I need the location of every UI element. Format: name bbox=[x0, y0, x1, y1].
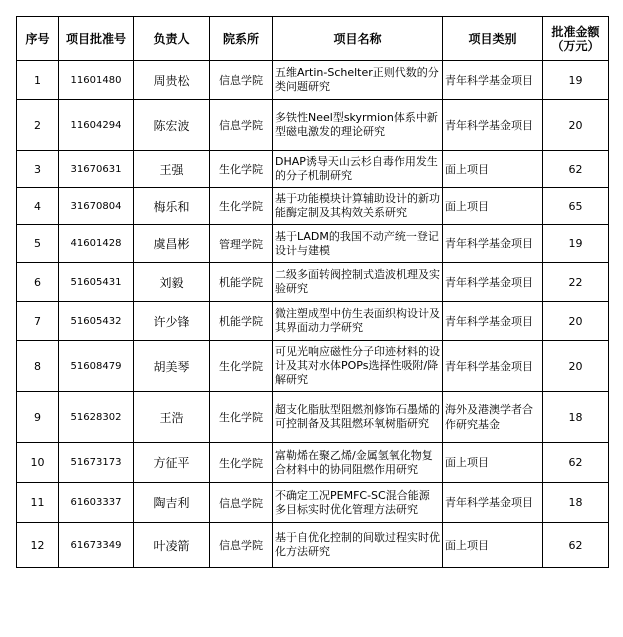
cell-title: 富勒烯在聚乙烯/金属氢氧化物复合材料中的协同阻燃作用研究 bbox=[273, 443, 443, 483]
cell-title: 基于LADM的我国不动产统一登记设计与建模 bbox=[273, 225, 443, 263]
cell-leader: 胡美琴 bbox=[134, 341, 210, 392]
cell-category: 面上项目 bbox=[443, 151, 543, 188]
cell-category: 青年科学基金项目 bbox=[443, 61, 543, 100]
cell-seq: 3 bbox=[17, 151, 59, 188]
cell-title: 超支化脂肽型阻燃剂修饰石墨烯的可控制备及其阻燃环氧树脂研究 bbox=[273, 392, 443, 443]
cell-dept: 信息学院 bbox=[210, 100, 273, 151]
cell-amount: 62 bbox=[543, 443, 609, 483]
cell-approval-no: 31670631 bbox=[59, 151, 134, 188]
table-row bbox=[17, 302, 609, 341]
cell-title: 二级多面转阀控制式造波机理及实验研究 bbox=[273, 263, 443, 302]
cell-amount: 22 bbox=[543, 263, 609, 302]
header-seq: 序号 bbox=[17, 17, 59, 61]
cell-title: 基于自优化控制的间歇过程实时优化方法研究 bbox=[273, 523, 443, 568]
cell-leader: 王强 bbox=[134, 151, 210, 188]
table-row bbox=[17, 100, 609, 151]
cell-approval-no: 51673173 bbox=[59, 443, 134, 483]
cell-amount: 18 bbox=[543, 483, 609, 523]
cell-dept: 生化学院 bbox=[210, 188, 273, 225]
header-category: 项目类别 bbox=[443, 17, 543, 61]
cell-approval-no: 61603337 bbox=[59, 483, 134, 523]
cell-leader: 王浩 bbox=[134, 392, 210, 443]
cell-title: 基于功能模块计算辅助设计的新功能酶定制及其构效关系研究 bbox=[273, 188, 443, 225]
cell-leader: 周贵松 bbox=[134, 61, 210, 100]
table-row bbox=[17, 188, 609, 225]
cell-category: 青年科学基金项目 bbox=[443, 341, 543, 392]
cell-leader: 叶凌箭 bbox=[134, 523, 210, 568]
cell-dept: 生化学院 bbox=[210, 341, 273, 392]
cell-dept: 机能学院 bbox=[210, 263, 273, 302]
cell-amount: 20 bbox=[543, 302, 609, 341]
table-row bbox=[17, 341, 609, 392]
cell-seq: 12 bbox=[17, 523, 59, 568]
cell-dept: 信息学院 bbox=[210, 523, 273, 568]
cell-seq: 8 bbox=[17, 341, 59, 392]
cell-approval-no: 31670804 bbox=[59, 188, 134, 225]
cell-approval-no: 51608479 bbox=[59, 341, 134, 392]
cell-approval-no: 11604294 bbox=[59, 100, 134, 151]
cell-amount: 20 bbox=[543, 341, 609, 392]
header-amount-line1: 批准金额 bbox=[551, 24, 600, 39]
cell-amount: 62 bbox=[543, 523, 609, 568]
cell-seq: 1 bbox=[17, 61, 59, 100]
cell-approval-no: 51605432 bbox=[59, 302, 134, 341]
table-row bbox=[17, 225, 609, 263]
cell-title: 微注塑成型中仿生表面织构设计及其界面动力学研究 bbox=[273, 302, 443, 341]
header-dept: 院系所 bbox=[210, 17, 273, 61]
cell-leader: 梅乐和 bbox=[134, 188, 210, 225]
cell-leader: 陶吉利 bbox=[134, 483, 210, 523]
table-row bbox=[17, 523, 609, 568]
cell-title: 不确定工况PEMFC-SC混合能源多目标实时优化管理方法研究 bbox=[273, 483, 443, 523]
table-row bbox=[17, 151, 609, 188]
cell-seq: 6 bbox=[17, 263, 59, 302]
header-leader: 负责人 bbox=[134, 17, 210, 61]
cell-title: 可见光响应磁性分子印迹材料的设计及其对水体POPs选择性吸附/降解研究 bbox=[273, 341, 443, 392]
cell-leader: 许少锋 bbox=[134, 302, 210, 341]
cell-leader: 陈宏波 bbox=[134, 100, 210, 151]
cell-dept: 机能学院 bbox=[210, 302, 273, 341]
cell-seq: 10 bbox=[17, 443, 59, 483]
cell-approval-no: 41601428 bbox=[59, 225, 134, 263]
cell-category: 青年科学基金项目 bbox=[443, 302, 543, 341]
cell-amount: 62 bbox=[543, 151, 609, 188]
cell-amount: 65 bbox=[543, 188, 609, 225]
cell-seq: 7 bbox=[17, 302, 59, 341]
cell-approval-no: 51605431 bbox=[59, 263, 134, 302]
cell-dept: 信息学院 bbox=[210, 61, 273, 100]
cell-category: 青年科学基金项目 bbox=[443, 263, 543, 302]
cell-approval-no: 61673349 bbox=[59, 523, 134, 568]
cell-category: 面上项目 bbox=[443, 188, 543, 225]
cell-amount: 20 bbox=[543, 100, 609, 151]
cell-dept: 生化学院 bbox=[210, 392, 273, 443]
cell-title: DHAP诱导天山云杉自毒作用发生的分子机制研究 bbox=[273, 151, 443, 188]
cell-category: 青年科学基金项目 bbox=[443, 483, 543, 523]
cell-dept: 生化学院 bbox=[210, 443, 273, 483]
cell-category: 面上项目 bbox=[443, 443, 543, 483]
cell-category: 青年科学基金项目 bbox=[443, 225, 543, 263]
table-row bbox=[17, 443, 609, 483]
cell-category: 面上项目 bbox=[443, 523, 543, 568]
cell-seq: 2 bbox=[17, 100, 59, 151]
projects-table bbox=[16, 16, 609, 568]
cell-amount: 18 bbox=[543, 392, 609, 443]
header-amount bbox=[543, 17, 609, 61]
cell-category: 青年科学基金项目 bbox=[443, 100, 543, 151]
cell-leader: 刘毅 bbox=[134, 263, 210, 302]
cell-leader: 方征平 bbox=[134, 443, 210, 483]
cell-title: 多铁性Neel型skyrmion体系中新型磁电激发的理论研究 bbox=[273, 100, 443, 151]
table-row bbox=[17, 263, 609, 302]
cell-seq: 11 bbox=[17, 483, 59, 523]
cell-amount: 19 bbox=[543, 225, 609, 263]
cell-dept: 管理学院 bbox=[210, 225, 273, 263]
cell-seq: 4 bbox=[17, 188, 59, 225]
header-title: 项目名称 bbox=[273, 17, 443, 61]
cell-seq: 9 bbox=[17, 392, 59, 443]
cell-seq: 5 bbox=[17, 225, 59, 263]
header-amount-line2: （万元） bbox=[551, 38, 600, 53]
cell-dept: 信息学院 bbox=[210, 483, 273, 523]
cell-amount: 19 bbox=[543, 61, 609, 100]
cell-leader: 虞昌彬 bbox=[134, 225, 210, 263]
cell-title: 五维Artin-Schelter正则代数的分类问题研究 bbox=[273, 61, 443, 100]
cell-approval-no: 11601480 bbox=[59, 61, 134, 100]
table-row bbox=[17, 392, 609, 443]
header-row bbox=[17, 17, 609, 61]
cell-dept: 生化学院 bbox=[210, 151, 273, 188]
header-approval-no: 项目批准号 bbox=[59, 17, 134, 61]
cell-category: 海外及港澳学者合作研究基金 bbox=[443, 392, 543, 443]
table-row bbox=[17, 61, 609, 100]
cell-approval-no: 51628302 bbox=[59, 392, 134, 443]
table-row bbox=[17, 483, 609, 523]
